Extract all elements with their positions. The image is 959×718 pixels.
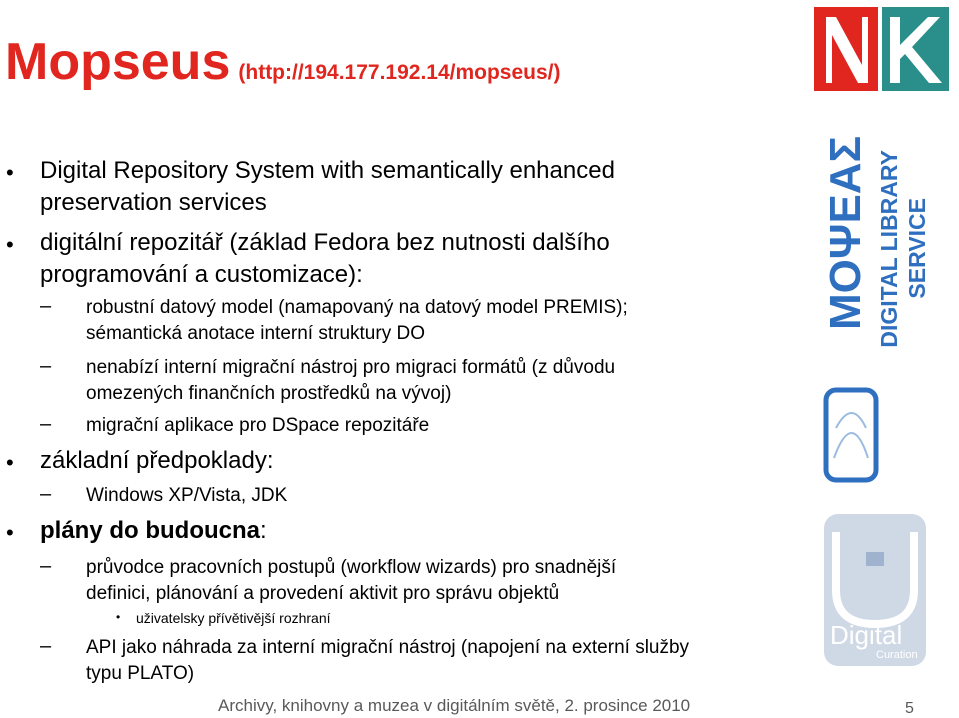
dc-line2: Curation [876, 649, 918, 661]
mopseus-logo [822, 128, 934, 488]
dash-icon: – [40, 555, 52, 577]
dash-icon: – [40, 483, 52, 505]
nk-logo [810, 3, 953, 95]
sub-item-text: nenabízí interní migrační nástroj pro migraci formátů (z důvodu [86, 357, 616, 378]
bullet-text: programování a customizace): [40, 261, 363, 288]
bullet-icon: • [6, 520, 14, 545]
dash-icon: – [40, 355, 52, 377]
sub-item-text: migrační aplikace pro DSpace repozitáře [86, 415, 430, 436]
plans-subitem-text: uživatelsky přívětivější rozhraní [136, 610, 331, 626]
bullet-text: preservation services [40, 189, 267, 216]
mopseus-emblem-arc [834, 433, 868, 458]
sub-item-text: omezených finančních prostředků na vývoj) [86, 383, 452, 404]
mopseus-logo-line1: DIGITAL LIBRARY [876, 150, 902, 348]
bullet-icon: • [116, 610, 121, 624]
mopseus-emblem-arc [836, 413, 866, 428]
title-url: (http://194.177.192.14/mopseus/) [238, 61, 561, 84]
dc-line1: Digital [830, 620, 903, 650]
mopseus-logo-line2: SERVICE [904, 198, 930, 299]
mopseus-emblem-frame [826, 390, 876, 480]
api-item-text: typu PLATO) [86, 663, 195, 684]
dash-icon: – [40, 413, 52, 435]
bullet-text: Digital Repository System with semantically enhanced [40, 157, 615, 184]
title-main: Mopseus [5, 33, 231, 91]
plans-heading [40, 519, 267, 543]
prereq-heading: základní předpoklady: [40, 447, 274, 474]
plans-item-text: definici, plánování a provedení aktivit pro správu objektů [86, 583, 560, 604]
plans-item-text: průvodce pracovních postupů (workflow wizards) pro snadnější [86, 557, 617, 578]
bullet-icon: • [6, 450, 14, 475]
bullet-text: digitální repozitář (základ Fedora bez nutnosti dalšího [40, 229, 610, 256]
mopseus-logo-greek: ΜΟΨΕΑΣ [821, 136, 870, 331]
prereq-item: Windows XP/Vista, JDK [86, 485, 288, 506]
dash-icon: – [40, 295, 52, 317]
page-number: 5 [905, 700, 914, 717]
dash-icon: – [40, 635, 52, 657]
api-item-text: API jako náhrada za interní migrační nástroj (napojení na externí služby [86, 637, 690, 658]
digital-curation-logo [822, 512, 928, 668]
sub-item-text: sémantická anotace interní struktury DO [86, 323, 425, 344]
plans-heading-colon: : [260, 517, 267, 544]
bullet-icon: • [6, 232, 14, 257]
slide-title [5, 33, 561, 91]
plans-heading-text: plány do budoucna [40, 517, 260, 544]
footer-text: Archivy, knihovny a muzea v digitálním světě, 2. prosince 2010 [218, 696, 691, 715]
dc-small-block [866, 552, 884, 566]
bullet-icon: • [6, 160, 14, 185]
sub-item-text: robustní datový model (namapovaný na datový model PREMIS); [86, 297, 628, 318]
